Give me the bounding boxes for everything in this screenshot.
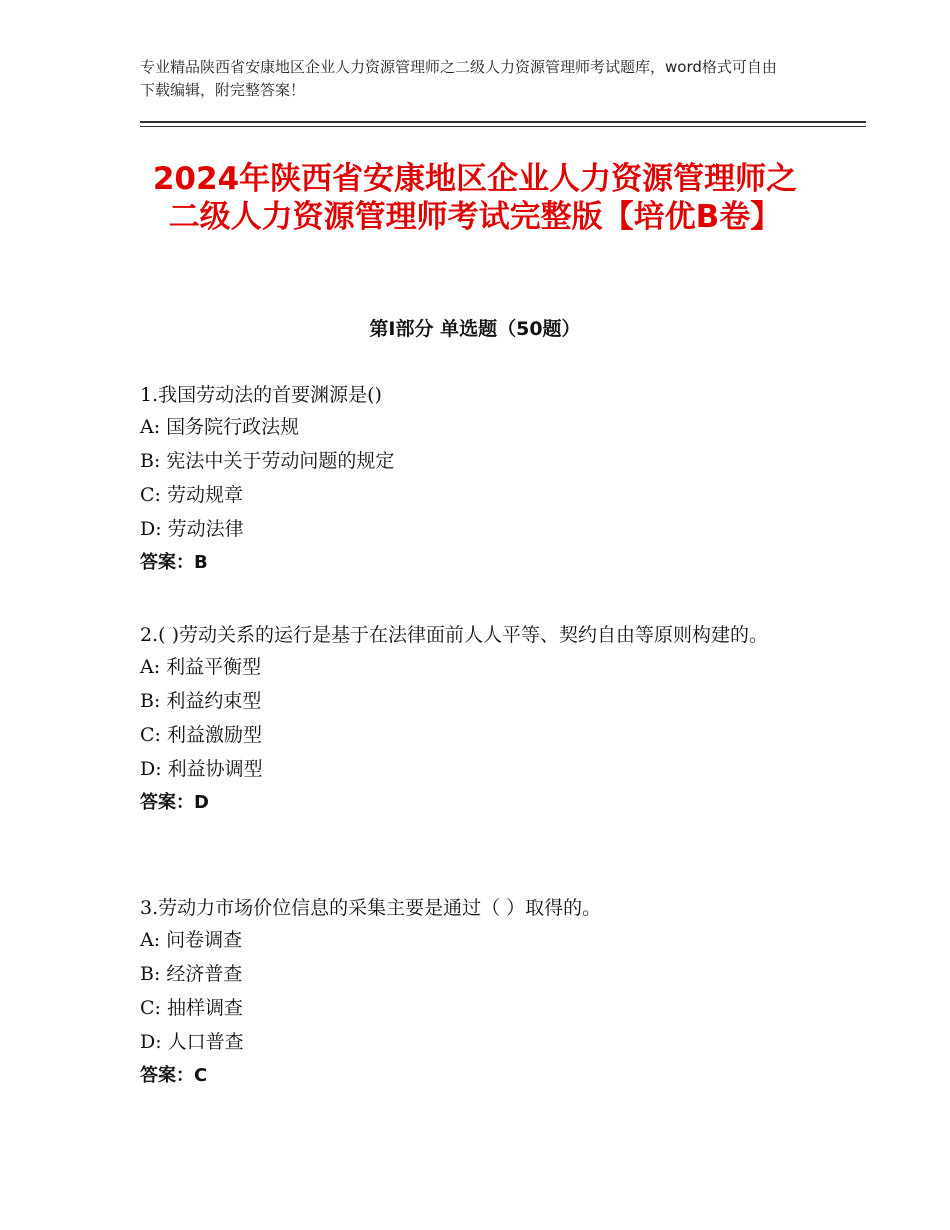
header-note: 专业精品陕西省安康地区企业人力资源管理师之二级人力资源管理师考试题库，word格式可自由下载编辑，附完整答案！ xyxy=(140,58,777,99)
answer: 答案：B xyxy=(140,552,208,573)
option-d: D: 劳动法律 xyxy=(140,518,244,540)
option-c: C: 利益激励型 xyxy=(140,724,262,746)
section-heading: 第Ⅰ部分 单选题（50题） xyxy=(369,318,581,340)
option-a: A: 问卷调查 xyxy=(140,929,243,951)
answer: 答案：D xyxy=(140,792,209,813)
question-2 xyxy=(140,620,820,820)
option-b: B: 利益约束型 xyxy=(140,690,262,712)
option-a: A: 利益平衡型 xyxy=(140,656,262,678)
option-c: C: 抽样调查 xyxy=(140,997,243,1019)
header-divider-thin xyxy=(140,126,866,127)
header-divider-thick xyxy=(140,121,866,123)
question-stem: 1.我国劳动法的首要渊源是() xyxy=(140,384,382,406)
option-d: D: 利益协调型 xyxy=(140,758,263,780)
answer: 答案：C xyxy=(140,1065,208,1086)
question-stem: 3.劳动力市场价位信息的采集主要是通过（ ）取得的。 xyxy=(140,897,602,919)
question-stem: 2.( )劳动关系的运行是基于在法律面前人人平等、契约自由等原则构建的。 xyxy=(140,624,768,646)
question-1 xyxy=(140,380,820,580)
option-c: C: 劳动规章 xyxy=(140,484,243,506)
option-d: D: 人口普查 xyxy=(140,1031,244,1053)
option-b: B: 经济普查 xyxy=(140,963,243,985)
question-3 xyxy=(140,893,820,1093)
option-a: A: 国务院行政法规 xyxy=(140,416,300,438)
option-b: B: 宪法中关于劳动问题的规定 xyxy=(140,450,395,472)
document-title: 2024年陕西省安康地区企业人力资源管理师之二级人力资源管理师考试完整版【培优B卷】 xyxy=(152,161,798,235)
